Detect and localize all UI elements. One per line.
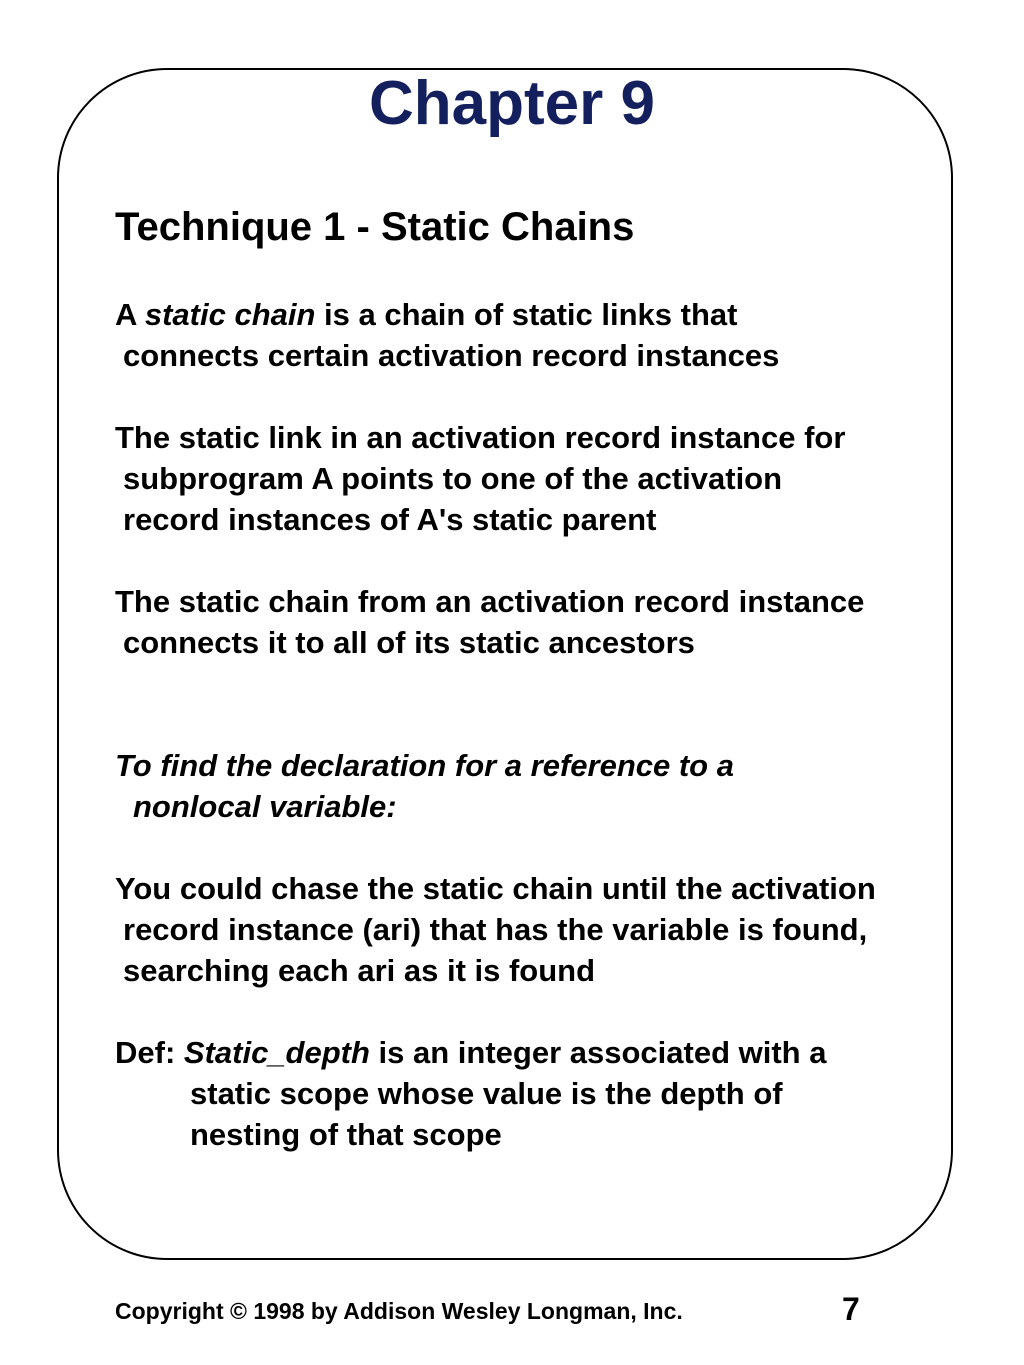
italic-line: nonlocal variable: bbox=[133, 789, 397, 824]
paragraph-line: subprogram A points to one of the activation bbox=[123, 461, 783, 496]
slide-title: Chapter 9 bbox=[369, 69, 655, 138]
paragraph-line: searching each ari as it is found bbox=[123, 953, 596, 988]
paragraph-line: The static chain from an activation record instance bbox=[115, 584, 865, 619]
paragraph-line: connects certain activation record instances bbox=[123, 338, 780, 373]
section-heading: Technique 1 - Static Chains bbox=[115, 205, 635, 249]
text-rest: is a chain of static links that bbox=[315, 297, 738, 332]
term-static-depth: Static_depth bbox=[183, 1035, 370, 1070]
page-number: 7 bbox=[842, 1291, 860, 1327]
def-prefix: Def: bbox=[115, 1035, 184, 1070]
paragraph-line: record instances of A's static parent bbox=[123, 502, 657, 537]
paragraph-line: connects it to all of its static ancestors bbox=[123, 625, 695, 660]
term-static-chain: static chain bbox=[144, 297, 316, 332]
paragraph-line: The static link in an activation record instance for bbox=[115, 420, 846, 455]
text-prefix: A bbox=[115, 297, 145, 332]
paragraph-line: You could chase the static chain until the activation bbox=[115, 871, 876, 906]
italic-line: To find the declaration for a reference to a bbox=[115, 748, 734, 783]
paragraph-line: record instance (ari) that has the variable is found, bbox=[123, 912, 868, 947]
copyright-notice: Copyright © 1998 by Addison Wesley Longman, Inc. bbox=[115, 1298, 683, 1324]
definition-line: static scope whose value is the depth of bbox=[190, 1076, 783, 1111]
text-rest: is an integer associated with a bbox=[369, 1035, 827, 1070]
definition-line: nesting of that scope bbox=[190, 1117, 502, 1152]
definition-line bbox=[115, 1033, 826, 1073]
paragraph-line bbox=[115, 295, 737, 335]
